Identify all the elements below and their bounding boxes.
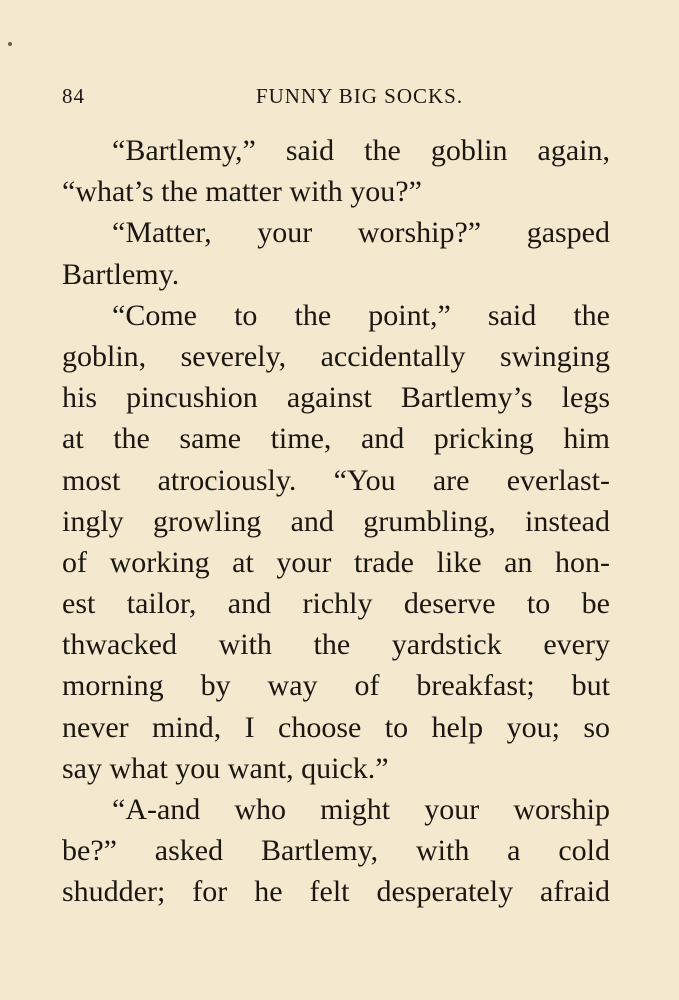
text-line: morning by way of breakfast; but (62, 669, 610, 703)
text-line: “A-and who might your worship (112, 793, 610, 826)
text-line: “Bartlemy,” said the goblin again, (112, 134, 610, 167)
text-line: never mind, I choose to help you; so (62, 710, 610, 744)
text-line: say what you want, quick.” (62, 751, 389, 785)
text-body (62, 130, 610, 913)
page-number: 84 (62, 84, 85, 108)
text-line: shudder; for he felt desperately afraid (62, 875, 610, 909)
text-line: his pincushion against Bartlemy’s legs (62, 381, 610, 415)
text-line: “Come to the point,” said the (112, 298, 610, 332)
text-line: thwacked with the yardstick every (62, 628, 610, 662)
text-line: “Matter, your worship?” gasped (112, 216, 610, 250)
text-line: ingly growling and grumbling, instead (62, 504, 610, 538)
ink-speck (8, 42, 12, 46)
text-line: est tailor, and richly deserve to be (62, 587, 610, 621)
running-title: FUNNY BIG SOCKS. (255, 84, 464, 108)
text-line: Bartlemy. (62, 257, 180, 291)
text-line: be?” asked Bartlemy, with a cold (62, 834, 610, 868)
text-line: “what’s the matter with you?” (62, 175, 422, 209)
text-line: goblin, severely, accidentally swinging (62, 339, 610, 373)
text-line: at the same time, and pricking him (62, 422, 610, 456)
running-head (62, 84, 617, 114)
text-line: of working at your trade like an hon- (62, 545, 610, 579)
text-line: most atrociously. “You are everlast- (62, 463, 610, 497)
